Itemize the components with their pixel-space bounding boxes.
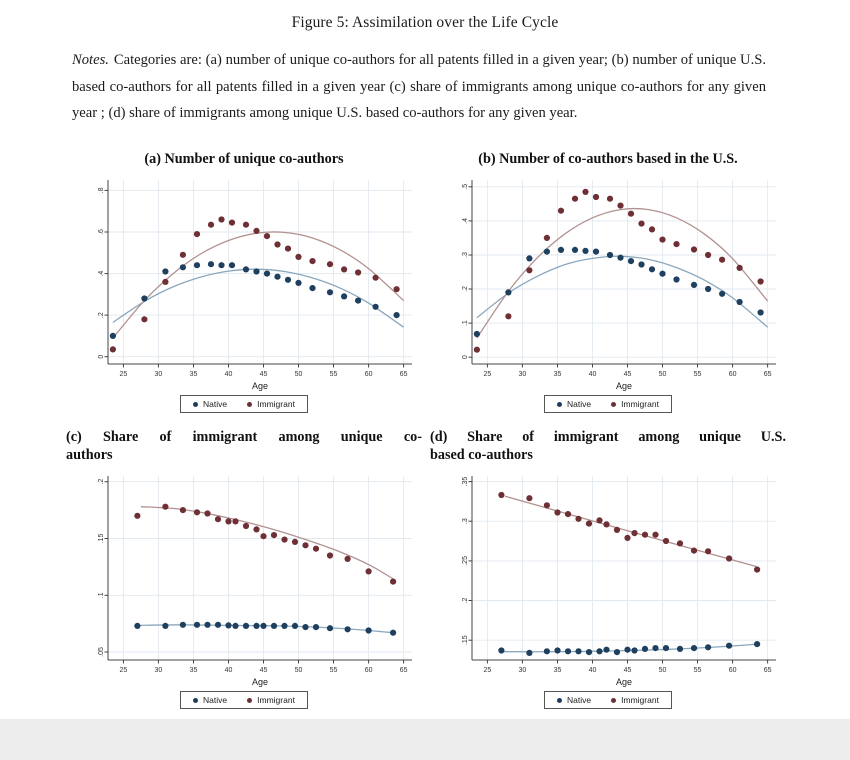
svg-text:.2: .2 xyxy=(462,597,469,604)
panel-c-title-line1: (c) Share of immigrant among unique co- xyxy=(66,429,422,445)
svg-text:.8: .8 xyxy=(98,187,105,194)
chart-d-legend xyxy=(430,691,786,709)
legend-label-native: Native xyxy=(203,399,228,409)
svg-text:0: 0 xyxy=(98,354,105,359)
chart-c-legend xyxy=(66,691,422,709)
native-dot-icon xyxy=(557,698,562,703)
svg-text:30: 30 xyxy=(518,667,527,674)
svg-text:.15: .15 xyxy=(98,533,105,544)
panel-b xyxy=(430,150,786,413)
svg-text:30: 30 xyxy=(518,371,527,378)
svg-text:65: 65 xyxy=(399,371,408,378)
svg-text:.4: .4 xyxy=(98,270,105,277)
legend-item-immigrant xyxy=(611,695,659,705)
svg-text:.35: .35 xyxy=(462,476,469,487)
legend-item-immigrant xyxy=(247,399,295,409)
legend-item-native xyxy=(557,695,591,705)
svg-text:35: 35 xyxy=(553,667,562,674)
svg-text:55: 55 xyxy=(693,371,702,378)
immigrant-dot-icon xyxy=(611,698,616,703)
svg-text:.2: .2 xyxy=(98,478,105,485)
legend-label-native: Native xyxy=(203,695,228,705)
svg-text:45: 45 xyxy=(623,667,632,674)
svg-text:65: 65 xyxy=(399,667,408,674)
svg-text:.3: .3 xyxy=(462,252,469,258)
svg-text:55: 55 xyxy=(329,667,338,674)
chart-d-canvas xyxy=(430,468,782,690)
chart-a-canvas xyxy=(66,172,418,394)
figure-notes xyxy=(72,47,766,127)
svg-text:40: 40 xyxy=(224,371,233,378)
chart-b-canvas xyxy=(430,172,782,394)
svg-text:.3: .3 xyxy=(462,518,469,525)
legend-item-immigrant xyxy=(247,695,295,705)
svg-text:60: 60 xyxy=(728,371,737,378)
svg-text:Age: Age xyxy=(615,677,633,687)
svg-text:.2: .2 xyxy=(98,312,105,319)
panel-a-title: (a) Number of unique co-authors xyxy=(144,151,344,167)
native-dot-icon xyxy=(193,402,198,407)
svg-text:55: 55 xyxy=(693,667,702,674)
svg-text:40: 40 xyxy=(588,667,597,674)
svg-text:50: 50 xyxy=(658,667,667,674)
svg-text:65: 65 xyxy=(763,667,772,674)
immigrant-dot-icon xyxy=(611,402,616,407)
svg-text:25: 25 xyxy=(483,667,492,674)
legend-label-native: Native xyxy=(567,695,592,705)
svg-text:.15: .15 xyxy=(462,635,469,646)
svg-text:35: 35 xyxy=(553,371,562,378)
legend-label-immigrant: Immigrant xyxy=(621,695,659,705)
svg-text:.1: .1 xyxy=(462,320,469,327)
native-dot-icon xyxy=(557,402,562,407)
svg-text:.2: .2 xyxy=(462,286,469,292)
svg-text:.4: .4 xyxy=(462,217,469,224)
svg-text:30: 30 xyxy=(154,667,163,674)
legend-item-immigrant xyxy=(611,399,659,409)
legend-label-immigrant: Immigrant xyxy=(257,695,295,705)
panel-d xyxy=(430,428,786,709)
legend-label-immigrant: Immigrant xyxy=(257,399,295,409)
svg-text:Age: Age xyxy=(251,381,269,391)
chart-a-legend xyxy=(66,395,422,413)
svg-text:35: 35 xyxy=(189,371,198,378)
chart-b-legend xyxy=(430,395,786,413)
svg-text:.6: .6 xyxy=(98,229,105,235)
figure-title: Figure 5: Assimilation over the Life Cycle xyxy=(291,14,559,31)
panel-d-title-line2: based co-authors xyxy=(430,447,533,463)
svg-text:50: 50 xyxy=(294,371,303,378)
svg-text:40: 40 xyxy=(588,371,597,378)
svg-text:60: 60 xyxy=(364,371,373,378)
svg-text:.25: .25 xyxy=(462,556,469,566)
page-bottom-margin xyxy=(0,719,850,760)
notes-label: Notes. xyxy=(72,52,109,68)
svg-text:25: 25 xyxy=(119,371,128,378)
svg-text:Age: Age xyxy=(251,677,269,687)
svg-text:0: 0 xyxy=(462,355,469,360)
svg-text:30: 30 xyxy=(154,371,163,378)
svg-text:60: 60 xyxy=(728,667,737,674)
panel-c-title xyxy=(66,428,422,464)
chart-c-canvas xyxy=(66,468,418,690)
svg-text:35: 35 xyxy=(189,667,198,674)
native-dot-icon xyxy=(193,698,198,703)
legend-item-native xyxy=(557,399,591,409)
svg-text:45: 45 xyxy=(623,371,632,378)
panel-d-title xyxy=(430,428,786,464)
svg-text:.05: .05 xyxy=(98,647,105,657)
legend-box xyxy=(544,395,672,413)
svg-text:50: 50 xyxy=(658,371,667,378)
svg-text:.1: .1 xyxy=(98,592,105,599)
svg-text:Age: Age xyxy=(615,381,633,391)
legend-box xyxy=(180,691,308,709)
svg-text:40: 40 xyxy=(224,667,233,674)
legend-box xyxy=(544,691,672,709)
panel-b-title: (b) Number of co-authors based in the U.S. xyxy=(478,151,738,167)
svg-text:25: 25 xyxy=(483,371,492,378)
panel-a xyxy=(66,150,422,413)
svg-text:25: 25 xyxy=(119,667,128,674)
legend-box xyxy=(180,395,308,413)
legend-item-native xyxy=(193,399,227,409)
panel-c-title-line2: authors xyxy=(66,447,113,463)
panel-d-title-line1: (d) Share of immigrant among unique U.S. xyxy=(430,429,786,445)
svg-text:45: 45 xyxy=(259,667,268,674)
notes-body: Categories are: (a) number of unique co-authors for all patents filled in a given year; (b) number of unique U.S. based co-authors for all patents filled in a given year (c) share of immigrants among unique co-authors for any given year ; (d) share of immigrants among unique U.S. based co-authors for any given year. xyxy=(72,52,766,121)
immigrant-dot-icon xyxy=(247,698,252,703)
svg-text:50: 50 xyxy=(294,667,303,674)
legend-item-native xyxy=(193,695,227,705)
immigrant-dot-icon xyxy=(247,402,252,407)
svg-text:55: 55 xyxy=(329,371,338,378)
svg-text:65: 65 xyxy=(763,371,772,378)
panel-c xyxy=(66,428,422,709)
svg-text:45: 45 xyxy=(259,371,268,378)
svg-text:.5: .5 xyxy=(462,183,469,190)
legend-label-immigrant: Immigrant xyxy=(621,399,659,409)
legend-label-native: Native xyxy=(567,399,592,409)
svg-text:60: 60 xyxy=(364,667,373,674)
